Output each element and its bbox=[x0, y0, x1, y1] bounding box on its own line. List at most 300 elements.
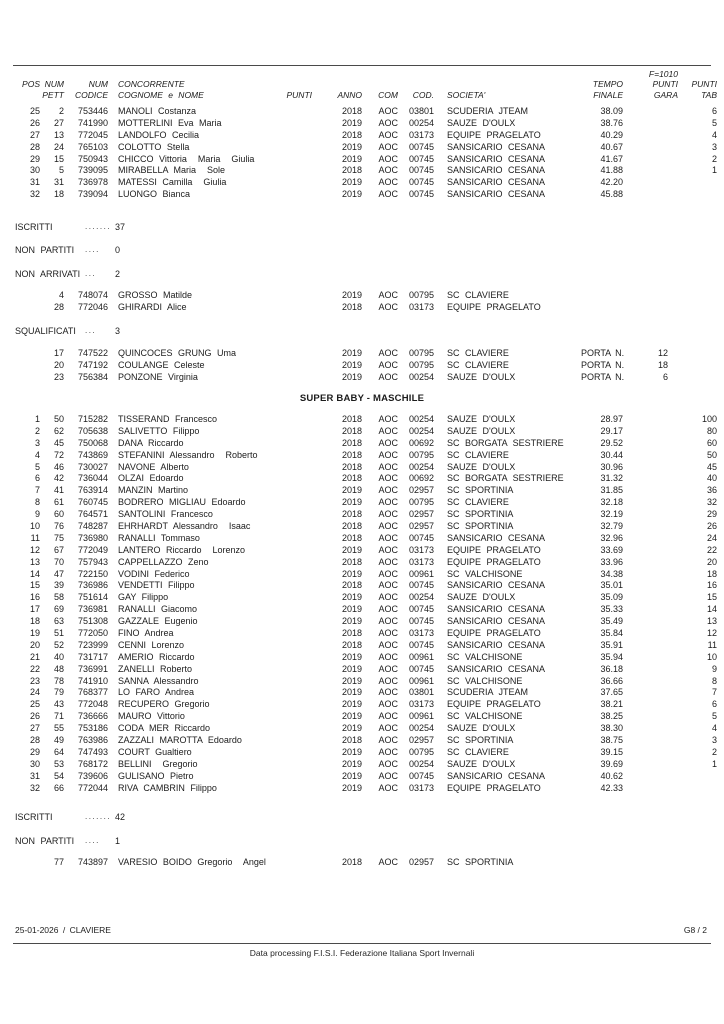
result-row bbox=[0, 130, 724, 142]
cell-societa: SANSICARIO CESANA bbox=[447, 639, 546, 650]
cell-pett: 52 bbox=[53, 639, 64, 650]
cell-name: VENDETTI Filippo bbox=[118, 580, 195, 591]
result-row bbox=[0, 616, 724, 628]
non-arrivati-row bbox=[0, 302, 724, 314]
cell-cod: 00692 bbox=[408, 437, 434, 448]
cell-anno: 2018 bbox=[341, 580, 362, 591]
cell-societa: EQUIPE PRAGELATO bbox=[447, 544, 541, 555]
cell-com: AOC bbox=[378, 189, 398, 200]
cell-tempo: 38.76 bbox=[600, 117, 623, 128]
cell-societa: SCUDERIA JTEAM bbox=[447, 687, 529, 698]
result-row bbox=[0, 557, 724, 569]
cell-com: AOC bbox=[378, 735, 398, 746]
non-partiti-row bbox=[0, 857, 724, 869]
cell-name: BODRERO MIGLIAU Edoardo bbox=[118, 497, 246, 508]
cell-societa: SC SPORTINIA bbox=[447, 509, 514, 520]
cell-pett: 58 bbox=[53, 592, 64, 603]
result-row bbox=[0, 711, 724, 723]
footer-rule bbox=[13, 943, 711, 944]
cell-name: RIVA CAMBRIN Filippo bbox=[118, 782, 217, 793]
cell-com: AOC bbox=[378, 758, 398, 769]
cell-pos: 27 bbox=[29, 129, 40, 140]
cell-cod: 03173 bbox=[408, 129, 434, 140]
cell-punti bbox=[282, 711, 312, 723]
cell-pos: 7 bbox=[34, 485, 40, 496]
cell-gara bbox=[623, 592, 678, 604]
cell-name: DANA Riccardo bbox=[118, 437, 184, 448]
cell-pos: 15 bbox=[29, 580, 40, 591]
cell-anno: 2019 bbox=[341, 141, 362, 152]
cell-codice: 772050 bbox=[77, 628, 108, 639]
cell-pos bbox=[14, 302, 40, 314]
cell-punti bbox=[282, 348, 312, 360]
cell-pett: 61 bbox=[53, 497, 64, 508]
porta-label: PORTA N. bbox=[581, 371, 625, 382]
cell-punti bbox=[282, 676, 312, 688]
cell-tempo: 41.67 bbox=[600, 153, 623, 164]
cell-tempo: 38.09 bbox=[600, 106, 623, 116]
cell-com: AOC bbox=[378, 106, 398, 116]
cell-cod: 00254 bbox=[408, 723, 434, 734]
porta-number: 18 bbox=[657, 359, 668, 370]
cell-codice: 743869 bbox=[77, 449, 108, 460]
cell-cod: 00745 bbox=[408, 153, 434, 164]
porta-label: PORTA N. bbox=[581, 348, 625, 358]
cell-tab: 50 bbox=[706, 449, 717, 460]
cell-gara bbox=[623, 177, 678, 189]
cell-tab: 9 bbox=[711, 663, 717, 674]
result-row bbox=[0, 509, 724, 521]
cell-gara bbox=[623, 509, 678, 521]
cell-punti bbox=[282, 759, 312, 771]
cell-tempo: 32.19 bbox=[600, 509, 623, 520]
cell-punti bbox=[282, 450, 312, 462]
cell-name: NAVONE Alberto bbox=[118, 461, 189, 472]
male-non-partiti-line bbox=[0, 836, 724, 846]
cell-pos: 29 bbox=[29, 153, 40, 164]
cell-name: GULISANO Pietro bbox=[118, 770, 194, 781]
cell-pett: 71 bbox=[53, 711, 64, 722]
cell-gara bbox=[623, 142, 678, 154]
cell-societa: SAUZE D'OULX bbox=[447, 758, 516, 769]
cell-tab bbox=[678, 783, 717, 795]
cell-codice: 763914 bbox=[77, 485, 108, 496]
cell-anno: 2019 bbox=[341, 758, 362, 769]
cell-name: LANTERO Riccardo Lorenzo bbox=[118, 544, 246, 555]
female-iscritti-line bbox=[0, 222, 724, 232]
result-row bbox=[0, 592, 724, 604]
cell-punti bbox=[282, 360, 312, 372]
cell-gara bbox=[623, 664, 678, 676]
cell-pett: 69 bbox=[53, 604, 64, 615]
cell-societa: SANSICARIO CESANA bbox=[447, 189, 546, 200]
cell-tab: 24 bbox=[706, 532, 717, 543]
cell-cod: 03173 bbox=[408, 544, 434, 555]
cell-com: AOC bbox=[378, 580, 398, 591]
cell-name: FINO Andrea bbox=[118, 628, 174, 639]
cell-codice: 741910 bbox=[77, 675, 108, 686]
cell-com: AOC bbox=[378, 129, 398, 140]
cell-anno: 2019 bbox=[341, 592, 362, 603]
result-row bbox=[0, 177, 724, 189]
cell-anno: 2019 bbox=[341, 153, 362, 164]
cell-com: AOC bbox=[378, 687, 398, 698]
cell-pett: 50 bbox=[53, 414, 64, 424]
cell-name: SANTOLINI Francesco bbox=[118, 509, 213, 520]
result-row bbox=[0, 783, 724, 795]
cell-codice: 763986 bbox=[77, 735, 108, 746]
cell-anno: 2018 bbox=[341, 165, 362, 176]
cell-punti bbox=[282, 699, 312, 711]
cell-pos: 27 bbox=[29, 723, 40, 734]
cell-name: MANZIN Martino bbox=[118, 485, 189, 496]
cell-pett: 2 bbox=[58, 106, 64, 116]
cell-tab: 15 bbox=[706, 592, 717, 603]
cell-punti bbox=[282, 664, 312, 676]
cell-pos: 5 bbox=[34, 461, 40, 472]
cell-punti bbox=[282, 302, 312, 314]
cell-pett: 17 bbox=[53, 348, 64, 358]
cell-com: AOC bbox=[378, 437, 398, 448]
cell-pos bbox=[14, 360, 40, 372]
cell-name: VARESIO BOIDO Gregorio Angel bbox=[118, 857, 266, 867]
cell-pos: 10 bbox=[29, 521, 40, 532]
cell-anno: 2018 bbox=[341, 129, 362, 140]
cell-anno: 2018 bbox=[341, 532, 362, 543]
cell-pett: 18 bbox=[53, 189, 64, 200]
cell-gara bbox=[623, 473, 678, 485]
footer-page-number: G8 / 2 bbox=[683, 925, 707, 935]
cell-tempo: 42.20 bbox=[600, 177, 623, 188]
cell-gara bbox=[623, 580, 678, 592]
cell-gara bbox=[623, 545, 678, 557]
result-row bbox=[0, 142, 724, 154]
cell-anno: 2019 bbox=[341, 699, 362, 710]
cell-anno: 2019 bbox=[341, 651, 362, 662]
cell-tempo: 39.69 bbox=[600, 758, 623, 769]
cell-cod: 03173 bbox=[408, 301, 434, 312]
cell-tab: 11 bbox=[707, 639, 717, 650]
cell-punti bbox=[282, 521, 312, 533]
cell-pett: 41 bbox=[53, 485, 64, 496]
cell-pos: 14 bbox=[29, 568, 40, 579]
cell-pett: 46 bbox=[53, 461, 64, 472]
cell-name: EHRHARDT Alessandro Isaac bbox=[118, 521, 251, 532]
result-row bbox=[0, 569, 724, 581]
cell-cod: 00745 bbox=[408, 580, 434, 591]
iscritti-label: ISCRITTI bbox=[15, 812, 53, 822]
cell-cod: 02957 bbox=[408, 509, 434, 520]
cell-tempo: 38.21 bbox=[600, 699, 623, 710]
cell-pos: 26 bbox=[29, 117, 40, 128]
cell-cod: 02957 bbox=[408, 735, 434, 746]
cell-codice: 736986 bbox=[77, 580, 108, 591]
cell-tempo: 33.69 bbox=[600, 544, 623, 555]
cell-tab: 14 bbox=[706, 604, 717, 615]
cell-cod: 00745 bbox=[408, 177, 434, 188]
cell-tempo: 39.15 bbox=[600, 746, 623, 757]
cell-gara bbox=[623, 450, 678, 462]
cell-com: AOC bbox=[378, 770, 398, 781]
cell-pett: 23 bbox=[53, 371, 64, 382]
cell-gara bbox=[623, 759, 678, 771]
result-row bbox=[0, 189, 724, 201]
cell-punti bbox=[282, 106, 312, 118]
cell-tempo: 36.66 bbox=[600, 675, 623, 686]
cell-tab: 29 bbox=[706, 509, 717, 520]
cell-pos bbox=[14, 372, 40, 384]
cell-name: ZAZZALI MAROTTA Edoardo bbox=[118, 735, 242, 746]
cell-pos: 30 bbox=[29, 758, 40, 769]
cell-com: AOC bbox=[378, 711, 398, 722]
cell-pett: 5 bbox=[58, 165, 64, 176]
cell-tempo: 32.18 bbox=[600, 497, 623, 508]
cell-gara bbox=[623, 723, 678, 735]
cell-name: LO FARO Andrea bbox=[118, 687, 195, 698]
dots-leader: ... bbox=[85, 326, 97, 335]
col-cod: COD. bbox=[412, 90, 434, 100]
cell-pos: 1 bbox=[34, 414, 40, 424]
cell-punti bbox=[282, 545, 312, 557]
result-row bbox=[0, 664, 724, 676]
cell-anno: 2019 bbox=[341, 663, 362, 674]
cell-tab: 3 bbox=[711, 141, 717, 152]
col-punti-tab: PUNTI bbox=[691, 79, 717, 89]
cell-anno: 2019 bbox=[341, 544, 362, 555]
cell-cod: 00961 bbox=[408, 568, 434, 579]
cell-cod: 00745 bbox=[408, 616, 434, 627]
cell-tab: 2 bbox=[711, 153, 717, 164]
cell-com: AOC bbox=[378, 371, 398, 382]
cell-pett: 24 bbox=[53, 141, 64, 152]
cell-pett: 28 bbox=[53, 301, 64, 312]
cell-pett: 40 bbox=[53, 651, 64, 662]
cell-com: AOC bbox=[378, 473, 398, 484]
cell-gara bbox=[623, 189, 678, 201]
cell-cod: 00961 bbox=[408, 651, 434, 662]
result-row bbox=[0, 640, 724, 652]
cell-tab: 13 bbox=[706, 616, 717, 627]
cell-punti bbox=[282, 857, 312, 869]
cell-codice: 739094 bbox=[77, 189, 108, 200]
cell-codice: 772045 bbox=[77, 129, 108, 140]
cell-com: AOC bbox=[378, 651, 398, 662]
cell-pos: 26 bbox=[29, 711, 40, 722]
female-non-partiti-line bbox=[0, 245, 724, 255]
cell-pett: 51 bbox=[53, 628, 64, 639]
cell-tempo: 38.25 bbox=[600, 711, 623, 722]
col-punti-gara: PUNTI bbox=[652, 79, 678, 89]
cell-com: AOC bbox=[378, 699, 398, 710]
cell-societa: SANSICARIO CESANA bbox=[447, 770, 546, 781]
cell-com: AOC bbox=[378, 857, 398, 867]
cell-cod: 00745 bbox=[408, 532, 434, 543]
result-row bbox=[0, 414, 724, 426]
cell-pett: 72 bbox=[53, 449, 64, 460]
cell-tab: 6 bbox=[711, 106, 717, 116]
cell-name: ZANELLI Roberto bbox=[118, 663, 193, 674]
cell-com: AOC bbox=[378, 497, 398, 508]
cell-punti bbox=[282, 557, 312, 569]
cell-name: LUONGO Bianca bbox=[118, 189, 191, 200]
cell-codice: 747522 bbox=[77, 348, 108, 358]
squalificati-row bbox=[0, 372, 724, 384]
cell-tab: 40 bbox=[706, 473, 717, 484]
cell-societa: EQUIPE PRAGELATO bbox=[447, 301, 541, 312]
cell-com: AOC bbox=[378, 449, 398, 460]
cell-anno: 2018 bbox=[341, 449, 362, 460]
cell-tab bbox=[678, 771, 717, 783]
cell-gara bbox=[623, 569, 678, 581]
cell-codice: 731717 bbox=[77, 651, 108, 662]
cell-cod: 02957 bbox=[408, 521, 434, 532]
cell-tempo: 40.62 bbox=[600, 770, 623, 781]
cell-societa: SC CLAVIERE bbox=[447, 497, 509, 508]
cell-gara bbox=[623, 557, 678, 569]
cell-codice: 750943 bbox=[77, 153, 108, 164]
cell-punti bbox=[282, 426, 312, 438]
cell-com: AOC bbox=[378, 141, 398, 152]
section-title: SUPER BABY - MASCHILE bbox=[299, 393, 425, 404]
cell-cod: 00745 bbox=[408, 165, 434, 176]
cell-tempo: 34.38 bbox=[600, 568, 623, 579]
cell-pett: 60 bbox=[53, 509, 64, 520]
cell-name: MANOLI Costanza bbox=[118, 106, 197, 116]
cell-societa: EQUIPE PRAGELATO bbox=[447, 782, 541, 793]
table-header-line2 bbox=[0, 90, 724, 101]
cell-tempo: 35.09 bbox=[600, 592, 623, 603]
cell-tab: 4 bbox=[711, 723, 717, 734]
cell-anno: 2018 bbox=[341, 639, 362, 650]
cell-societa: EQUIPE PRAGELATO bbox=[447, 129, 541, 140]
cell-codice: 764571 bbox=[77, 509, 108, 520]
cell-codice: 747192 bbox=[77, 359, 108, 370]
cell-name: MATESSI Camilla Giulia bbox=[118, 177, 227, 188]
cell-anno: 2019 bbox=[341, 711, 362, 722]
cell-societa: SANSICARIO CESANA bbox=[447, 141, 546, 152]
cell-codice: 748287 bbox=[77, 521, 108, 532]
cell-societa: SC SPORTINIA bbox=[447, 735, 514, 746]
cell-societa: SC SPORTINIA bbox=[447, 521, 514, 532]
cell-cod: 00745 bbox=[408, 770, 434, 781]
cell-name: GROSSO Matilde bbox=[118, 290, 193, 300]
cell-societa: SC CLAVIERE bbox=[447, 348, 509, 358]
cell-codice: 768377 bbox=[77, 687, 108, 698]
header-top-rule bbox=[13, 65, 711, 66]
cell-com: AOC bbox=[378, 153, 398, 164]
cell-codice: 768172 bbox=[77, 758, 108, 769]
result-row bbox=[0, 497, 724, 509]
cell-cod: 00254 bbox=[408, 371, 434, 382]
cell-pett: 63 bbox=[53, 616, 64, 627]
cell-pett: 49 bbox=[53, 735, 64, 746]
non-partiti-count: 0 bbox=[115, 245, 121, 255]
cell-tempo: 35.94 bbox=[600, 651, 623, 662]
cell-societa: EQUIPE PRAGELATO bbox=[447, 556, 541, 567]
cell-societa: SC BORGATA SESTRIERE bbox=[447, 437, 564, 448]
cell-name: GHIRARDI Alice bbox=[118, 301, 187, 312]
cell-tab: 2 bbox=[711, 746, 717, 757]
cell-societa: SC CLAVIERE bbox=[447, 359, 509, 370]
cell-gara bbox=[623, 783, 678, 795]
cell-com: AOC bbox=[378, 604, 398, 615]
result-row bbox=[0, 759, 724, 771]
cell-anno: 2019 bbox=[341, 348, 362, 358]
cell-codice: 751614 bbox=[77, 592, 108, 603]
cell-cod: 00254 bbox=[408, 592, 434, 603]
cell-societa: SC CLAVIERE bbox=[447, 290, 509, 300]
cell-pos: 9 bbox=[34, 509, 40, 520]
cell-punti bbox=[282, 497, 312, 509]
cell-pos: 6 bbox=[34, 473, 40, 484]
result-row bbox=[0, 521, 724, 533]
cell-anno: 2019 bbox=[341, 782, 362, 793]
cell-anno: 2018 bbox=[341, 437, 362, 448]
cell-tempo: 40.29 bbox=[600, 129, 623, 140]
cell-punti bbox=[282, 640, 312, 652]
cell-codice: 772044 bbox=[77, 782, 108, 793]
iscritti-count: 37 bbox=[115, 222, 126, 232]
cell-codice: 772048 bbox=[77, 699, 108, 710]
cell-societa: SANSICARIO CESANA bbox=[447, 153, 546, 164]
cell-tempo: 38.75 bbox=[600, 735, 623, 746]
cell-punti bbox=[282, 414, 312, 426]
cell-punti bbox=[282, 509, 312, 521]
cell-punti bbox=[282, 485, 312, 497]
cell-pos: 17 bbox=[29, 604, 40, 615]
cell-gara bbox=[623, 616, 678, 628]
cell-pett: 54 bbox=[53, 770, 64, 781]
cell-tab: 7 bbox=[711, 687, 717, 698]
cell-codice: 723999 bbox=[77, 639, 108, 650]
cell-pos: 19 bbox=[29, 628, 40, 639]
cell-name: RANALLI Giacomo bbox=[118, 604, 198, 615]
col-com: COM bbox=[378, 90, 398, 100]
cell-name: TISSERAND Francesco bbox=[118, 414, 218, 424]
cell-name: STEFANINI Alessandro Roberto bbox=[118, 449, 258, 460]
result-row bbox=[0, 652, 724, 664]
cell-tempo: 29.52 bbox=[600, 437, 623, 448]
result-row bbox=[0, 165, 724, 177]
cell-gara bbox=[623, 640, 678, 652]
cell-codice: 743897 bbox=[77, 857, 108, 867]
cell-punti bbox=[282, 569, 312, 581]
cell-societa: SCUDERIA JTEAM bbox=[447, 106, 529, 116]
cell-name: SALIVETTO Filippo bbox=[118, 425, 200, 436]
cell-punti bbox=[282, 290, 312, 302]
cell-tempo: 35.91 bbox=[600, 639, 623, 650]
cell-societa: SC VALCHISONE bbox=[447, 568, 523, 579]
cell-tempo: 36.18 bbox=[600, 663, 623, 674]
cell-name: RANALLI Tommaso bbox=[118, 532, 200, 543]
cell-societa: SC SPORTINIA bbox=[447, 485, 514, 496]
cell-com: AOC bbox=[378, 461, 398, 472]
cell-anno: 2018 bbox=[341, 509, 362, 520]
non-partiti-label: NON PARTITI bbox=[15, 836, 75, 846]
cell-codice: 753446 bbox=[77, 106, 108, 116]
cell-gara bbox=[623, 426, 678, 438]
cell-tempo: 37.65 bbox=[600, 687, 623, 698]
col-finale: FINALE bbox=[593, 90, 623, 100]
cell-anno: 2019 bbox=[341, 770, 362, 781]
cell-codice: 772046 bbox=[77, 301, 108, 312]
porta-number: 6 bbox=[662, 371, 668, 382]
cell-gara bbox=[623, 165, 678, 177]
cell-pos: 25 bbox=[29, 106, 40, 116]
cell-anno: 2019 bbox=[341, 290, 362, 300]
cell-pos: 13 bbox=[29, 556, 40, 567]
cell-codice: 756384 bbox=[77, 371, 108, 382]
